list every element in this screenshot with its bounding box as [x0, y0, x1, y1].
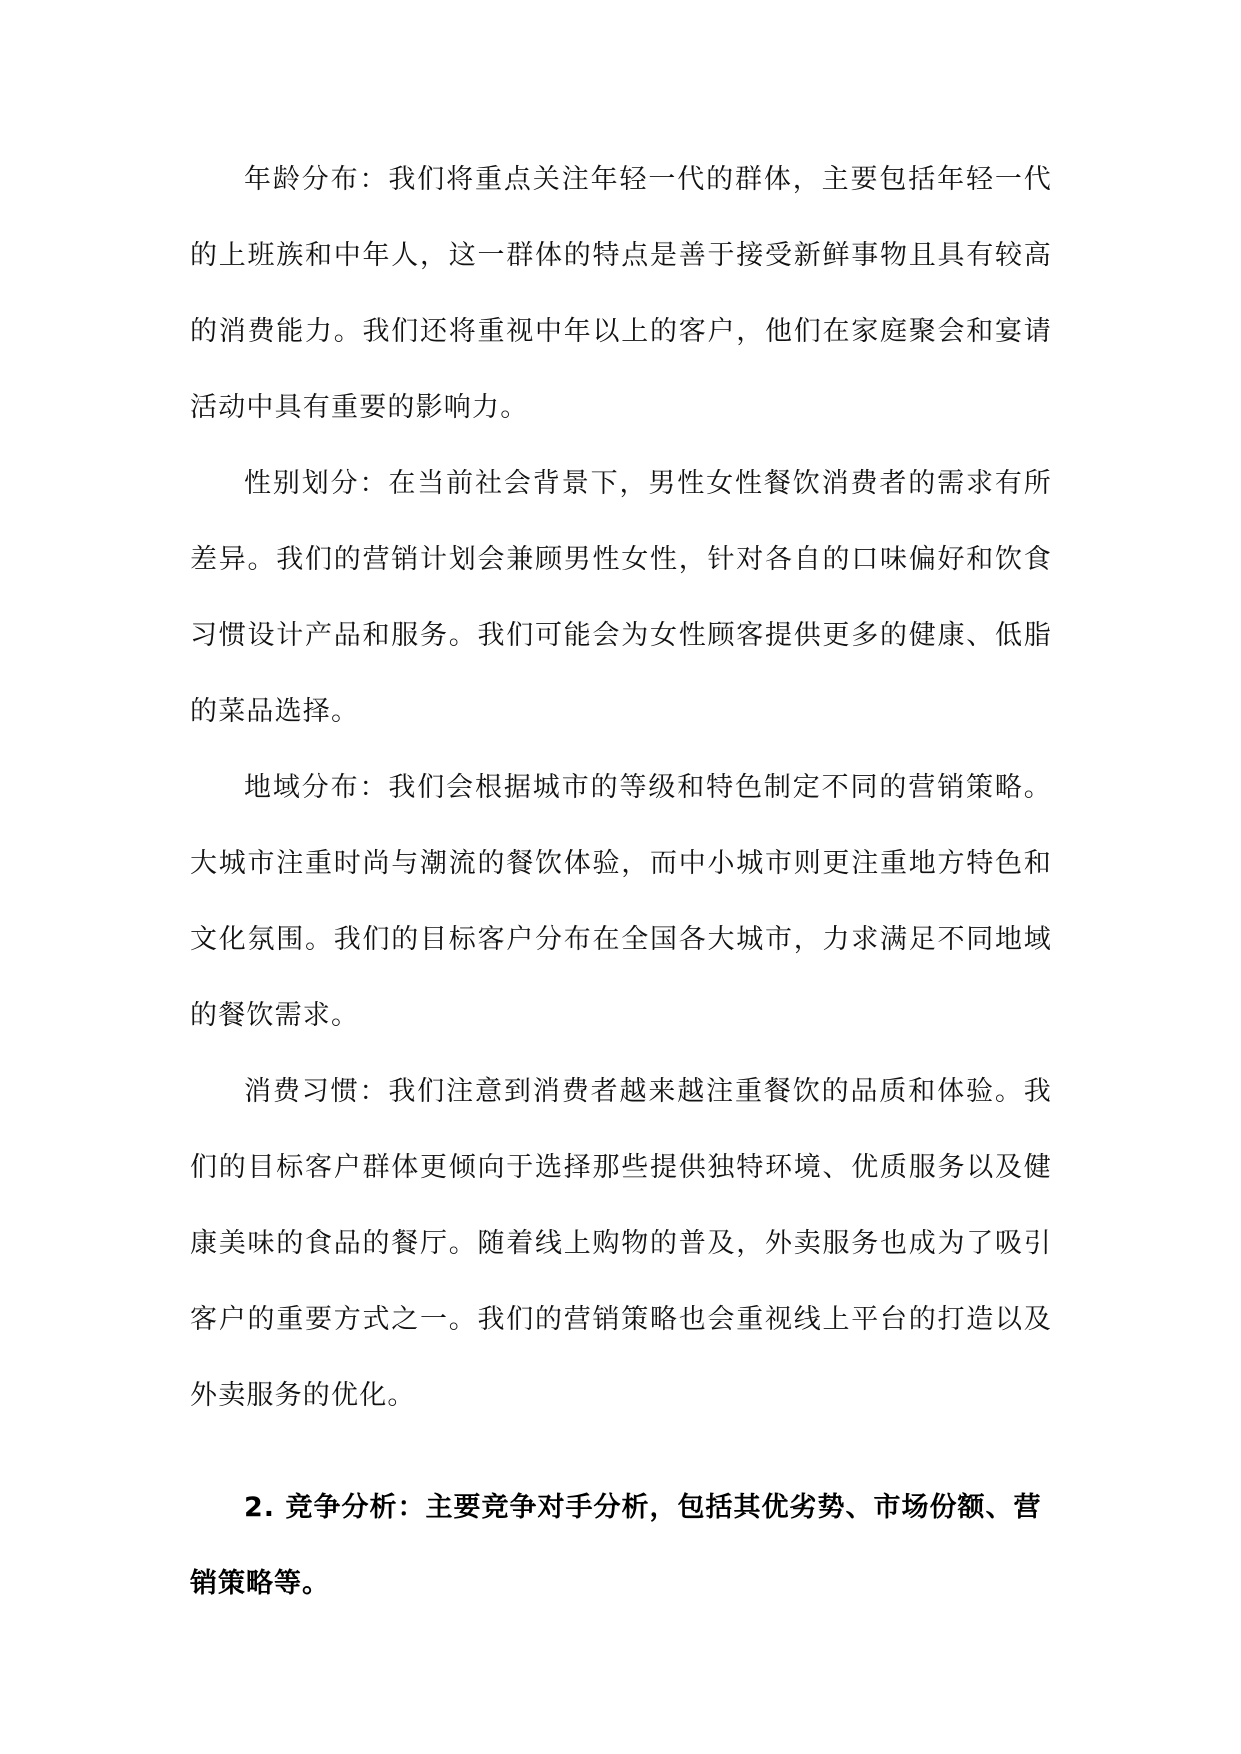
paragraph-age-distribution: 年龄分布：我们将重点关注年轻一代的群体，主要包括年轻一代的上班族和中年人，这一群体的特点是善于接受新鲜事物且具有较高的消费能力。我们还将重视中年以上的客户，他们在家庭聚会和宴请活动中具有重要的影响力。: [190, 164, 1052, 423]
paragraph-consumption-habits: 消费习惯：我们注意到消费者越来越注重餐饮的品质和体验。我们的目标客户群体更倾向于选择那些提供独特环境、优质服务以及健康美味的食品的餐厅。随着线上购物的普及，外卖服务也成为了吸引客户的重要方式之一。我们的营销策略也会重视线上平台的打造以及外卖服务的优化。: [190, 1076, 1052, 1411]
document-body: [190, 142, 1052, 1622]
paragraph-gender-division: 性别划分：在当前社会背景下，男性女性餐饮消费者的需求有所差异。我们的营销计划会兼顾男性女性，针对各自的口味偏好和饮食习惯设计产品和服务。我们可能会为女性顾客提供更多的健康、低脂的菜品选择。: [190, 468, 1052, 727]
section-heading-competition-analysis: 2. 竞争分析：主要竞争对手分析，包括其优劣势、市场份额、营销策略等。: [190, 1492, 1042, 1599]
paragraph-regional-distribution: 地域分布：我们会根据城市的等级和特色制定不同的营销策略。大城市注重时尚与潮流的餐饮体验，而中小城市则更注重地方特色和文化氛围。我们的目标客户分布在全国各大城市，力求满足不同地域的餐饮需求。: [190, 772, 1052, 1031]
